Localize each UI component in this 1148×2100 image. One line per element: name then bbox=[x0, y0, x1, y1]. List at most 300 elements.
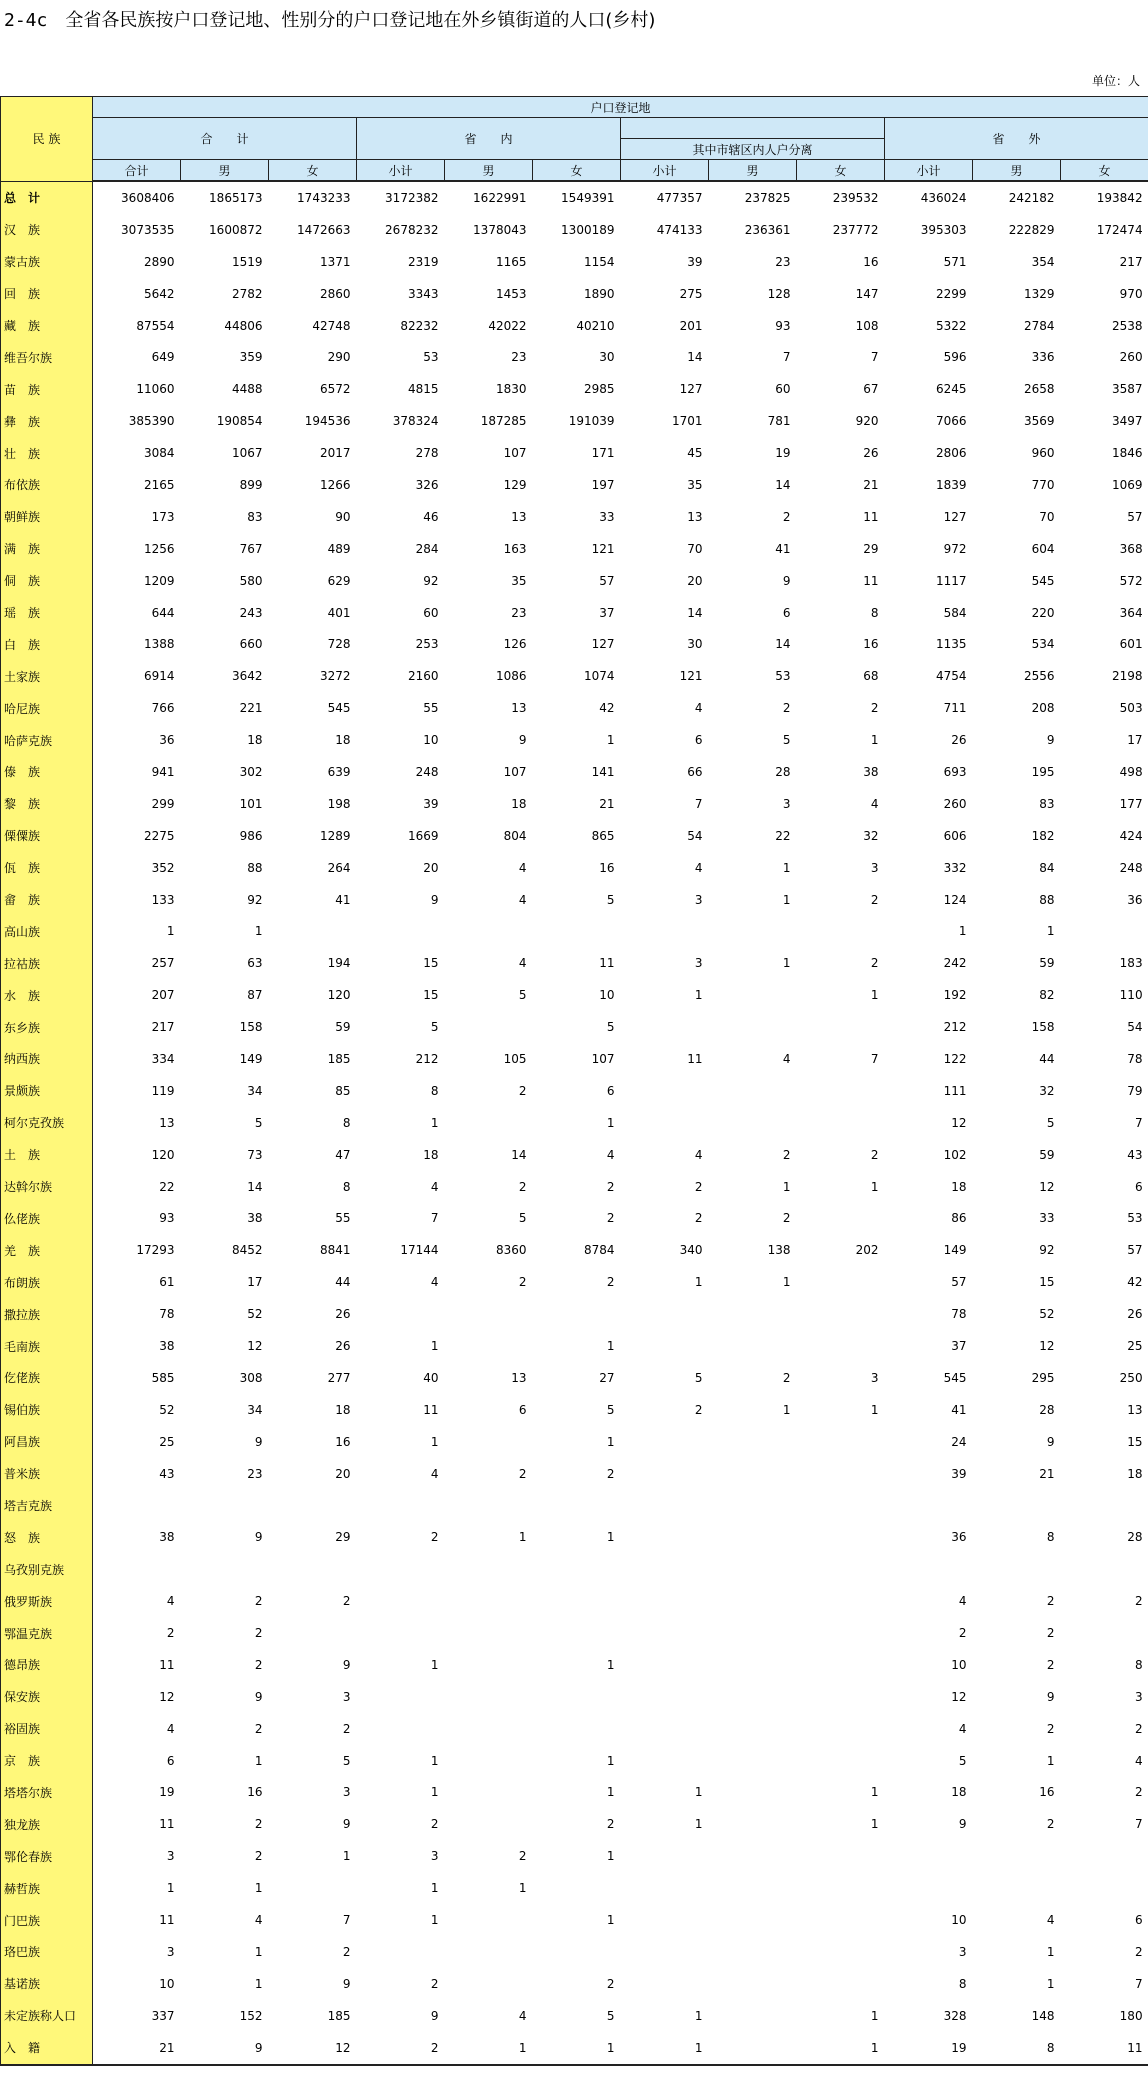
ethnic-name-cell: 乌孜别克族 bbox=[1, 1553, 93, 1585]
table-row bbox=[1, 1107, 1148, 1139]
value-cell: 4 bbox=[166, 1594, 175, 1609]
value-cell: 6 bbox=[166, 1753, 175, 1768]
value-cell: 53 bbox=[1127, 1211, 1143, 1226]
value-cell: 3587 bbox=[1112, 382, 1143, 397]
value-cell: 52 bbox=[159, 1402, 175, 1417]
value-cell: 4 bbox=[870, 796, 879, 811]
value-cell: 190854 bbox=[216, 414, 263, 429]
value-cell bbox=[797, 1872, 885, 1904]
value-cell: 941 bbox=[151, 764, 175, 779]
header-subtotal: 小计 bbox=[621, 160, 709, 182]
value-cell: 20 bbox=[423, 860, 439, 875]
value-cell: 1 bbox=[533, 2032, 621, 2065]
value-cell bbox=[445, 1426, 533, 1458]
value-cell: 93 bbox=[775, 318, 791, 333]
value-cell: 120 bbox=[327, 988, 351, 1003]
value-cell: 11 bbox=[1061, 2032, 1148, 2065]
value-cell: 1 bbox=[694, 1275, 703, 1290]
value-cell: 378324 bbox=[392, 414, 439, 429]
value-cell: 1 bbox=[870, 1179, 879, 1194]
value-cell bbox=[1061, 1553, 1148, 1585]
value-cell bbox=[445, 1904, 533, 1936]
value-cell: 6245 bbox=[935, 382, 967, 397]
value-cell: 217 bbox=[151, 1020, 175, 1035]
value-cell: 152 bbox=[239, 2008, 263, 2023]
value-cell bbox=[885, 1490, 973, 1522]
value-cell: 2 bbox=[254, 1626, 263, 1641]
value-cell: 42022 bbox=[488, 318, 527, 333]
value-cell bbox=[621, 1107, 709, 1139]
ethnic-name-cell: 白 族 bbox=[1, 628, 93, 660]
value-cell: 248 bbox=[1119, 860, 1143, 875]
value-cell: 217 bbox=[1119, 254, 1143, 269]
value-cell bbox=[709, 1808, 797, 1840]
value-cell: 1 bbox=[1046, 1976, 1055, 1991]
value-cell: 2 bbox=[254, 1817, 263, 1832]
value-cell: 260 bbox=[943, 796, 967, 811]
value-cell: 3 bbox=[870, 1370, 879, 1385]
value-cell: 395303 bbox=[920, 222, 967, 237]
value-cell: 6 bbox=[782, 605, 791, 620]
value-cell: 17 bbox=[247, 1275, 263, 1290]
ethnic-name-cell: 哈尼族 bbox=[1, 692, 93, 724]
value-cell: 17293 bbox=[136, 1243, 175, 1258]
ethnic-name-cell: 回 族 bbox=[1, 278, 93, 310]
value-cell: 2 bbox=[606, 1179, 615, 1194]
value-cell: 3343 bbox=[407, 286, 439, 301]
header-female: 女 bbox=[1061, 160, 1148, 182]
value-cell: 2 bbox=[606, 1976, 615, 1991]
value-cell: 12 bbox=[1039, 1179, 1055, 1194]
table-row bbox=[1, 1490, 1148, 1522]
ethnic-name-cell: 侗 族 bbox=[1, 565, 93, 597]
table-row bbox=[1, 1171, 1148, 1203]
table-row bbox=[1, 788, 1148, 820]
value-cell: 36 bbox=[1127, 892, 1143, 907]
value-cell: 222829 bbox=[1008, 222, 1055, 237]
value-cell: 334 bbox=[151, 1051, 175, 1066]
value-cell: 173 bbox=[151, 509, 175, 524]
header-sub-total: 合计 bbox=[93, 160, 181, 182]
value-cell: 4 bbox=[430, 1466, 439, 1481]
value-cell bbox=[621, 1298, 709, 1330]
value-cell: 127 bbox=[591, 637, 615, 652]
value-cell: 13 bbox=[159, 1115, 175, 1130]
value-cell: 2 bbox=[342, 1594, 351, 1609]
value-cell: 1 bbox=[254, 1881, 263, 1896]
value-cell: 111 bbox=[943, 1083, 967, 1098]
value-cell: 1388 bbox=[143, 637, 175, 652]
value-cell: 545 bbox=[1031, 573, 1055, 588]
value-cell bbox=[797, 1968, 885, 2000]
value-cell bbox=[709, 1553, 797, 1585]
value-cell: 7 bbox=[342, 1913, 351, 1928]
table-row bbox=[1, 660, 1148, 692]
value-cell: 275 bbox=[679, 286, 703, 301]
header-male: 男 bbox=[445, 160, 533, 182]
value-cell: 38 bbox=[159, 1530, 175, 1545]
value-cell bbox=[797, 1585, 885, 1617]
value-cell: 728 bbox=[327, 637, 351, 652]
value-cell bbox=[621, 1585, 709, 1617]
value-cell: 26 bbox=[863, 446, 879, 461]
value-cell: 39 bbox=[687, 254, 703, 269]
value-cell: 2 bbox=[518, 1179, 527, 1194]
ethnic-name-cell: 普米族 bbox=[1, 1458, 93, 1490]
value-cell: 16 bbox=[863, 637, 879, 652]
value-cell: 299 bbox=[151, 796, 175, 811]
table-row bbox=[1, 565, 1148, 597]
value-cell: 4 bbox=[694, 701, 703, 716]
value-cell: 1 bbox=[430, 1339, 439, 1353]
value-cell: 9 bbox=[1046, 733, 1055, 748]
value-cell: 21 bbox=[1039, 1466, 1055, 1481]
value-cell: 36 bbox=[159, 733, 175, 748]
value-cell: 4 bbox=[166, 1721, 175, 1736]
value-cell: 250 bbox=[1119, 1370, 1143, 1385]
value-cell bbox=[1061, 1840, 1148, 1872]
ethnic-name-cell: 阿昌族 bbox=[1, 1426, 93, 1458]
value-cell: 158 bbox=[239, 1020, 263, 1035]
value-cell: 1 bbox=[694, 1817, 703, 1832]
value-cell: 12 bbox=[951, 1689, 967, 1704]
value-cell: 9 bbox=[782, 573, 791, 588]
value-cell bbox=[1061, 1490, 1148, 1522]
value-cell: 1 bbox=[254, 1976, 263, 1991]
table-row bbox=[1, 469, 1148, 501]
value-cell bbox=[973, 1840, 1061, 1872]
value-cell: 78 bbox=[159, 1307, 175, 1322]
value-cell: 16 bbox=[247, 1785, 263, 1800]
value-cell: 1 bbox=[254, 1753, 263, 1768]
value-cell: 6 bbox=[1134, 1913, 1143, 1928]
ethnic-name-cell: 苗 族 bbox=[1, 373, 93, 405]
value-cell: 7 bbox=[430, 1211, 439, 1226]
value-cell bbox=[445, 1713, 533, 1745]
value-cell: 4754 bbox=[935, 669, 967, 684]
table-row bbox=[1, 1553, 1148, 1585]
value-cell: 277 bbox=[327, 1370, 351, 1385]
value-cell: 40 bbox=[423, 1370, 439, 1385]
value-cell: 3 bbox=[166, 1849, 175, 1864]
value-cell: 1 bbox=[430, 1881, 439, 1896]
value-cell: 10 bbox=[951, 1913, 967, 1928]
value-cell: 1 bbox=[606, 733, 615, 748]
table-row bbox=[1, 1139, 1148, 1171]
value-cell: 5 bbox=[518, 1211, 527, 1226]
table-row bbox=[1, 852, 1148, 884]
value-cell: 2 bbox=[694, 1211, 703, 1226]
value-cell: 604 bbox=[1031, 541, 1055, 556]
value-cell: 33 bbox=[1039, 1211, 1055, 1226]
value-cell: 1743233 bbox=[297, 190, 351, 205]
table-row bbox=[1, 501, 1148, 533]
value-cell: 1 bbox=[518, 1530, 527, 1545]
value-cell: 1 bbox=[782, 1275, 791, 1290]
value-cell: 28 bbox=[775, 764, 791, 779]
ethnic-name-cell: 撒拉族 bbox=[1, 1298, 93, 1330]
value-cell: 804 bbox=[503, 828, 527, 843]
value-cell: 2 bbox=[606, 1817, 615, 1832]
value-cell: 198 bbox=[327, 796, 351, 811]
header-spacer bbox=[621, 118, 885, 139]
value-cell bbox=[621, 1713, 709, 1745]
value-cell: 16 bbox=[599, 860, 615, 875]
value-cell: 59 bbox=[1039, 1147, 1055, 1162]
value-cell: 11 bbox=[159, 1817, 175, 1832]
value-cell: 1 bbox=[430, 1913, 439, 1928]
table-row bbox=[1, 1521, 1148, 1553]
value-cell: 4 bbox=[958, 1594, 967, 1609]
value-cell: 14 bbox=[687, 605, 703, 620]
value-cell bbox=[93, 1490, 181, 1522]
value-cell: 2 bbox=[1046, 1657, 1055, 1672]
value-cell: 93 bbox=[159, 1211, 175, 1226]
value-cell bbox=[797, 1490, 885, 1522]
value-cell: 52 bbox=[1039, 1307, 1055, 1322]
value-cell: 368 bbox=[1119, 541, 1143, 556]
value-cell bbox=[445, 1745, 533, 1777]
value-cell: 5642 bbox=[143, 286, 175, 301]
value-cell: 1 bbox=[606, 1785, 615, 1800]
value-cell: 7 bbox=[782, 350, 791, 365]
value-cell: 9 bbox=[1046, 1434, 1055, 1449]
value-cell: 3642 bbox=[231, 669, 263, 684]
value-cell: 4 bbox=[694, 1147, 703, 1162]
value-cell: 1472663 bbox=[297, 222, 351, 237]
value-cell: 6 bbox=[606, 1083, 615, 1098]
value-cell bbox=[621, 915, 709, 947]
value-cell: 3 bbox=[782, 796, 791, 811]
value-cell: 2 bbox=[430, 1530, 439, 1545]
value-cell: 18 bbox=[335, 1402, 351, 1417]
header-male: 男 bbox=[709, 160, 797, 182]
value-cell: 8 bbox=[430, 1083, 439, 1098]
value-cell: 4 bbox=[254, 1913, 263, 1928]
value-cell bbox=[797, 1330, 885, 1362]
value-cell bbox=[797, 1681, 885, 1713]
value-cell: 26 bbox=[335, 1307, 351, 1322]
value-cell: 23 bbox=[511, 350, 527, 365]
value-cell: 16 bbox=[335, 1434, 351, 1449]
header-city-separation: 其中市辖区内人户分离 bbox=[621, 139, 885, 160]
value-cell: 13 bbox=[511, 1370, 527, 1385]
value-cell: 44 bbox=[1039, 1051, 1055, 1066]
table-row bbox=[1, 1585, 1148, 1617]
value-cell: 127 bbox=[943, 509, 967, 524]
value-cell: 477357 bbox=[656, 190, 703, 205]
header-registration: 户口登记地 bbox=[93, 97, 1148, 118]
value-cell: 6 bbox=[518, 1402, 527, 1417]
table-row bbox=[1, 1075, 1148, 1107]
value-cell bbox=[445, 1330, 533, 1362]
value-cell: 12 bbox=[269, 2032, 357, 2065]
ethnic-name-cell: 满 族 bbox=[1, 533, 93, 565]
header-subtotal: 小计 bbox=[885, 160, 973, 182]
value-cell: 107 bbox=[591, 1051, 615, 1066]
value-cell: 34 bbox=[247, 1083, 263, 1098]
value-cell bbox=[445, 1968, 533, 2000]
value-cell: 2 bbox=[694, 1179, 703, 1194]
header-total-group: 合 计 bbox=[93, 118, 357, 160]
value-cell: 54 bbox=[1127, 1020, 1143, 1035]
value-cell: 38 bbox=[863, 764, 879, 779]
table-row bbox=[1, 1904, 1148, 1936]
ethnic-name-cell: 布依族 bbox=[1, 469, 93, 501]
value-cell: 10 bbox=[599, 988, 615, 1003]
value-cell: 2 bbox=[870, 701, 879, 716]
value-cell: 340 bbox=[679, 1243, 703, 1258]
value-cell: 1067 bbox=[231, 446, 263, 461]
value-cell: 192 bbox=[943, 988, 967, 1003]
value-cell: 585 bbox=[151, 1370, 175, 1385]
value-cell: 39 bbox=[951, 1466, 967, 1481]
value-cell: 767 bbox=[239, 541, 263, 556]
value-cell: 4 bbox=[518, 956, 527, 971]
value-cell: 13 bbox=[687, 509, 703, 524]
value-cell: 83 bbox=[1039, 796, 1055, 811]
value-cell: 3497 bbox=[1112, 414, 1143, 429]
value-cell bbox=[269, 1872, 357, 1904]
value-cell: 32 bbox=[1039, 1083, 1055, 1098]
value-cell: 40210 bbox=[576, 318, 615, 333]
value-cell: 42748 bbox=[312, 318, 351, 333]
value-cell: 328 bbox=[943, 2008, 967, 2023]
value-cell: 3 bbox=[342, 1689, 351, 1704]
ethnic-name-cell: 锡伯族 bbox=[1, 1394, 93, 1426]
ethnic-name-cell: 景颇族 bbox=[1, 1075, 93, 1107]
value-cell: 1256 bbox=[143, 541, 175, 556]
value-cell: 16 bbox=[1039, 1785, 1055, 1800]
value-cell: 141 bbox=[591, 764, 615, 779]
value-cell: 38 bbox=[247, 1211, 263, 1226]
value-cell bbox=[1061, 1872, 1148, 1904]
value-cell: 3 bbox=[430, 1849, 439, 1864]
value-cell: 2275 bbox=[143, 828, 175, 843]
value-cell: 3569 bbox=[1023, 414, 1055, 429]
value-cell: 26 bbox=[951, 733, 967, 748]
value-cell: 12 bbox=[1039, 1339, 1055, 1353]
ethnic-name-cell: 高山族 bbox=[1, 915, 93, 947]
value-cell: 1 bbox=[694, 1785, 703, 1800]
value-cell: 1 bbox=[694, 2008, 703, 2023]
value-cell: 57 bbox=[1127, 1243, 1143, 1258]
value-cell bbox=[181, 1553, 269, 1585]
value-cell: 1 bbox=[166, 1881, 175, 1896]
value-cell: 8452 bbox=[231, 1243, 263, 1258]
value-cell: 571 bbox=[943, 254, 967, 269]
value-cell: 34 bbox=[247, 1402, 263, 1417]
value-cell: 2 bbox=[782, 1370, 791, 1385]
value-cell: 264 bbox=[327, 860, 351, 875]
value-cell: 42 bbox=[599, 701, 615, 716]
unit-label: 单位：人 bbox=[1091, 74, 1140, 88]
value-cell: 119 bbox=[151, 1083, 175, 1098]
ethnic-name-cell: 哈萨克族 bbox=[1, 724, 93, 756]
value-cell: 4 bbox=[430, 1179, 439, 1194]
value-cell: 9 bbox=[254, 1689, 263, 1704]
value-cell: 11060 bbox=[136, 382, 175, 397]
value-cell: 25 bbox=[159, 1434, 175, 1449]
value-cell bbox=[621, 1840, 709, 1872]
value-cell bbox=[621, 1745, 709, 1777]
value-cell bbox=[621, 1490, 709, 1522]
value-cell: 4488 bbox=[231, 382, 263, 397]
value-cell bbox=[709, 1330, 797, 1362]
value-cell: 220 bbox=[1031, 605, 1055, 620]
value-cell: 572 bbox=[1119, 573, 1143, 588]
value-cell: 177 bbox=[1119, 796, 1143, 811]
value-cell: 11 bbox=[159, 1657, 175, 1672]
value-cell: 278 bbox=[415, 446, 439, 461]
value-cell: 78 bbox=[951, 1307, 967, 1322]
value-cell bbox=[709, 1585, 797, 1617]
value-cell: 5 bbox=[606, 892, 615, 907]
value-cell bbox=[269, 915, 357, 947]
value-cell: 127 bbox=[679, 382, 703, 397]
ethnic-name-cell: 未定族称人口 bbox=[1, 2000, 93, 2032]
table-row bbox=[1, 1458, 1148, 1490]
value-cell: 1 bbox=[1046, 924, 1055, 939]
value-cell: 1 bbox=[606, 1339, 615, 1353]
value-cell: 9 bbox=[342, 1976, 351, 1991]
value-cell bbox=[709, 2000, 797, 2032]
value-cell: 2165 bbox=[143, 477, 175, 492]
value-cell: 18 bbox=[335, 733, 351, 748]
table-row bbox=[1, 1872, 1148, 1904]
value-cell bbox=[445, 1298, 533, 1330]
value-cell: 2 bbox=[518, 1466, 527, 1481]
value-cell: 39 bbox=[423, 796, 439, 811]
value-cell: 3 bbox=[342, 1785, 351, 1800]
value-cell: 4 bbox=[782, 1051, 791, 1066]
value-cell bbox=[621, 1458, 709, 1490]
table-row bbox=[1, 724, 1148, 756]
value-cell bbox=[709, 1713, 797, 1745]
value-cell: 970 bbox=[1119, 286, 1143, 301]
value-cell: 236361 bbox=[744, 222, 791, 237]
value-cell: 401 bbox=[327, 605, 351, 620]
value-cell: 960 bbox=[1031, 446, 1055, 461]
value-cell: 1 bbox=[782, 892, 791, 907]
value-cell: 2 bbox=[342, 1721, 351, 1736]
table-row bbox=[1, 1649, 1148, 1681]
value-cell bbox=[445, 915, 533, 947]
value-cell: 336 bbox=[1031, 350, 1055, 365]
value-cell: 1 bbox=[254, 1944, 263, 1959]
value-cell: 2 bbox=[430, 1976, 439, 1991]
value-cell bbox=[93, 1553, 181, 1585]
table-row bbox=[1, 1713, 1148, 1745]
value-cell bbox=[445, 1681, 533, 1713]
table-row bbox=[1, 278, 1148, 310]
value-cell: 2 bbox=[782, 509, 791, 524]
ethnic-name-cell: 汉 族 bbox=[1, 214, 93, 246]
value-cell: 147 bbox=[855, 286, 879, 301]
value-cell: 8841 bbox=[319, 1243, 351, 1258]
value-cell: 120 bbox=[151, 1147, 175, 1162]
value-cell: 1 bbox=[870, 988, 879, 1003]
value-cell: 584 bbox=[943, 605, 967, 620]
value-cell bbox=[709, 1745, 797, 1777]
value-cell bbox=[357, 1490, 445, 1522]
value-cell: 41 bbox=[335, 892, 351, 907]
value-cell bbox=[357, 1936, 445, 1968]
value-cell: 3 bbox=[870, 860, 879, 875]
value-cell: 2 bbox=[518, 1083, 527, 1098]
value-cell: 1 bbox=[518, 1881, 527, 1896]
table-row bbox=[1, 628, 1148, 660]
